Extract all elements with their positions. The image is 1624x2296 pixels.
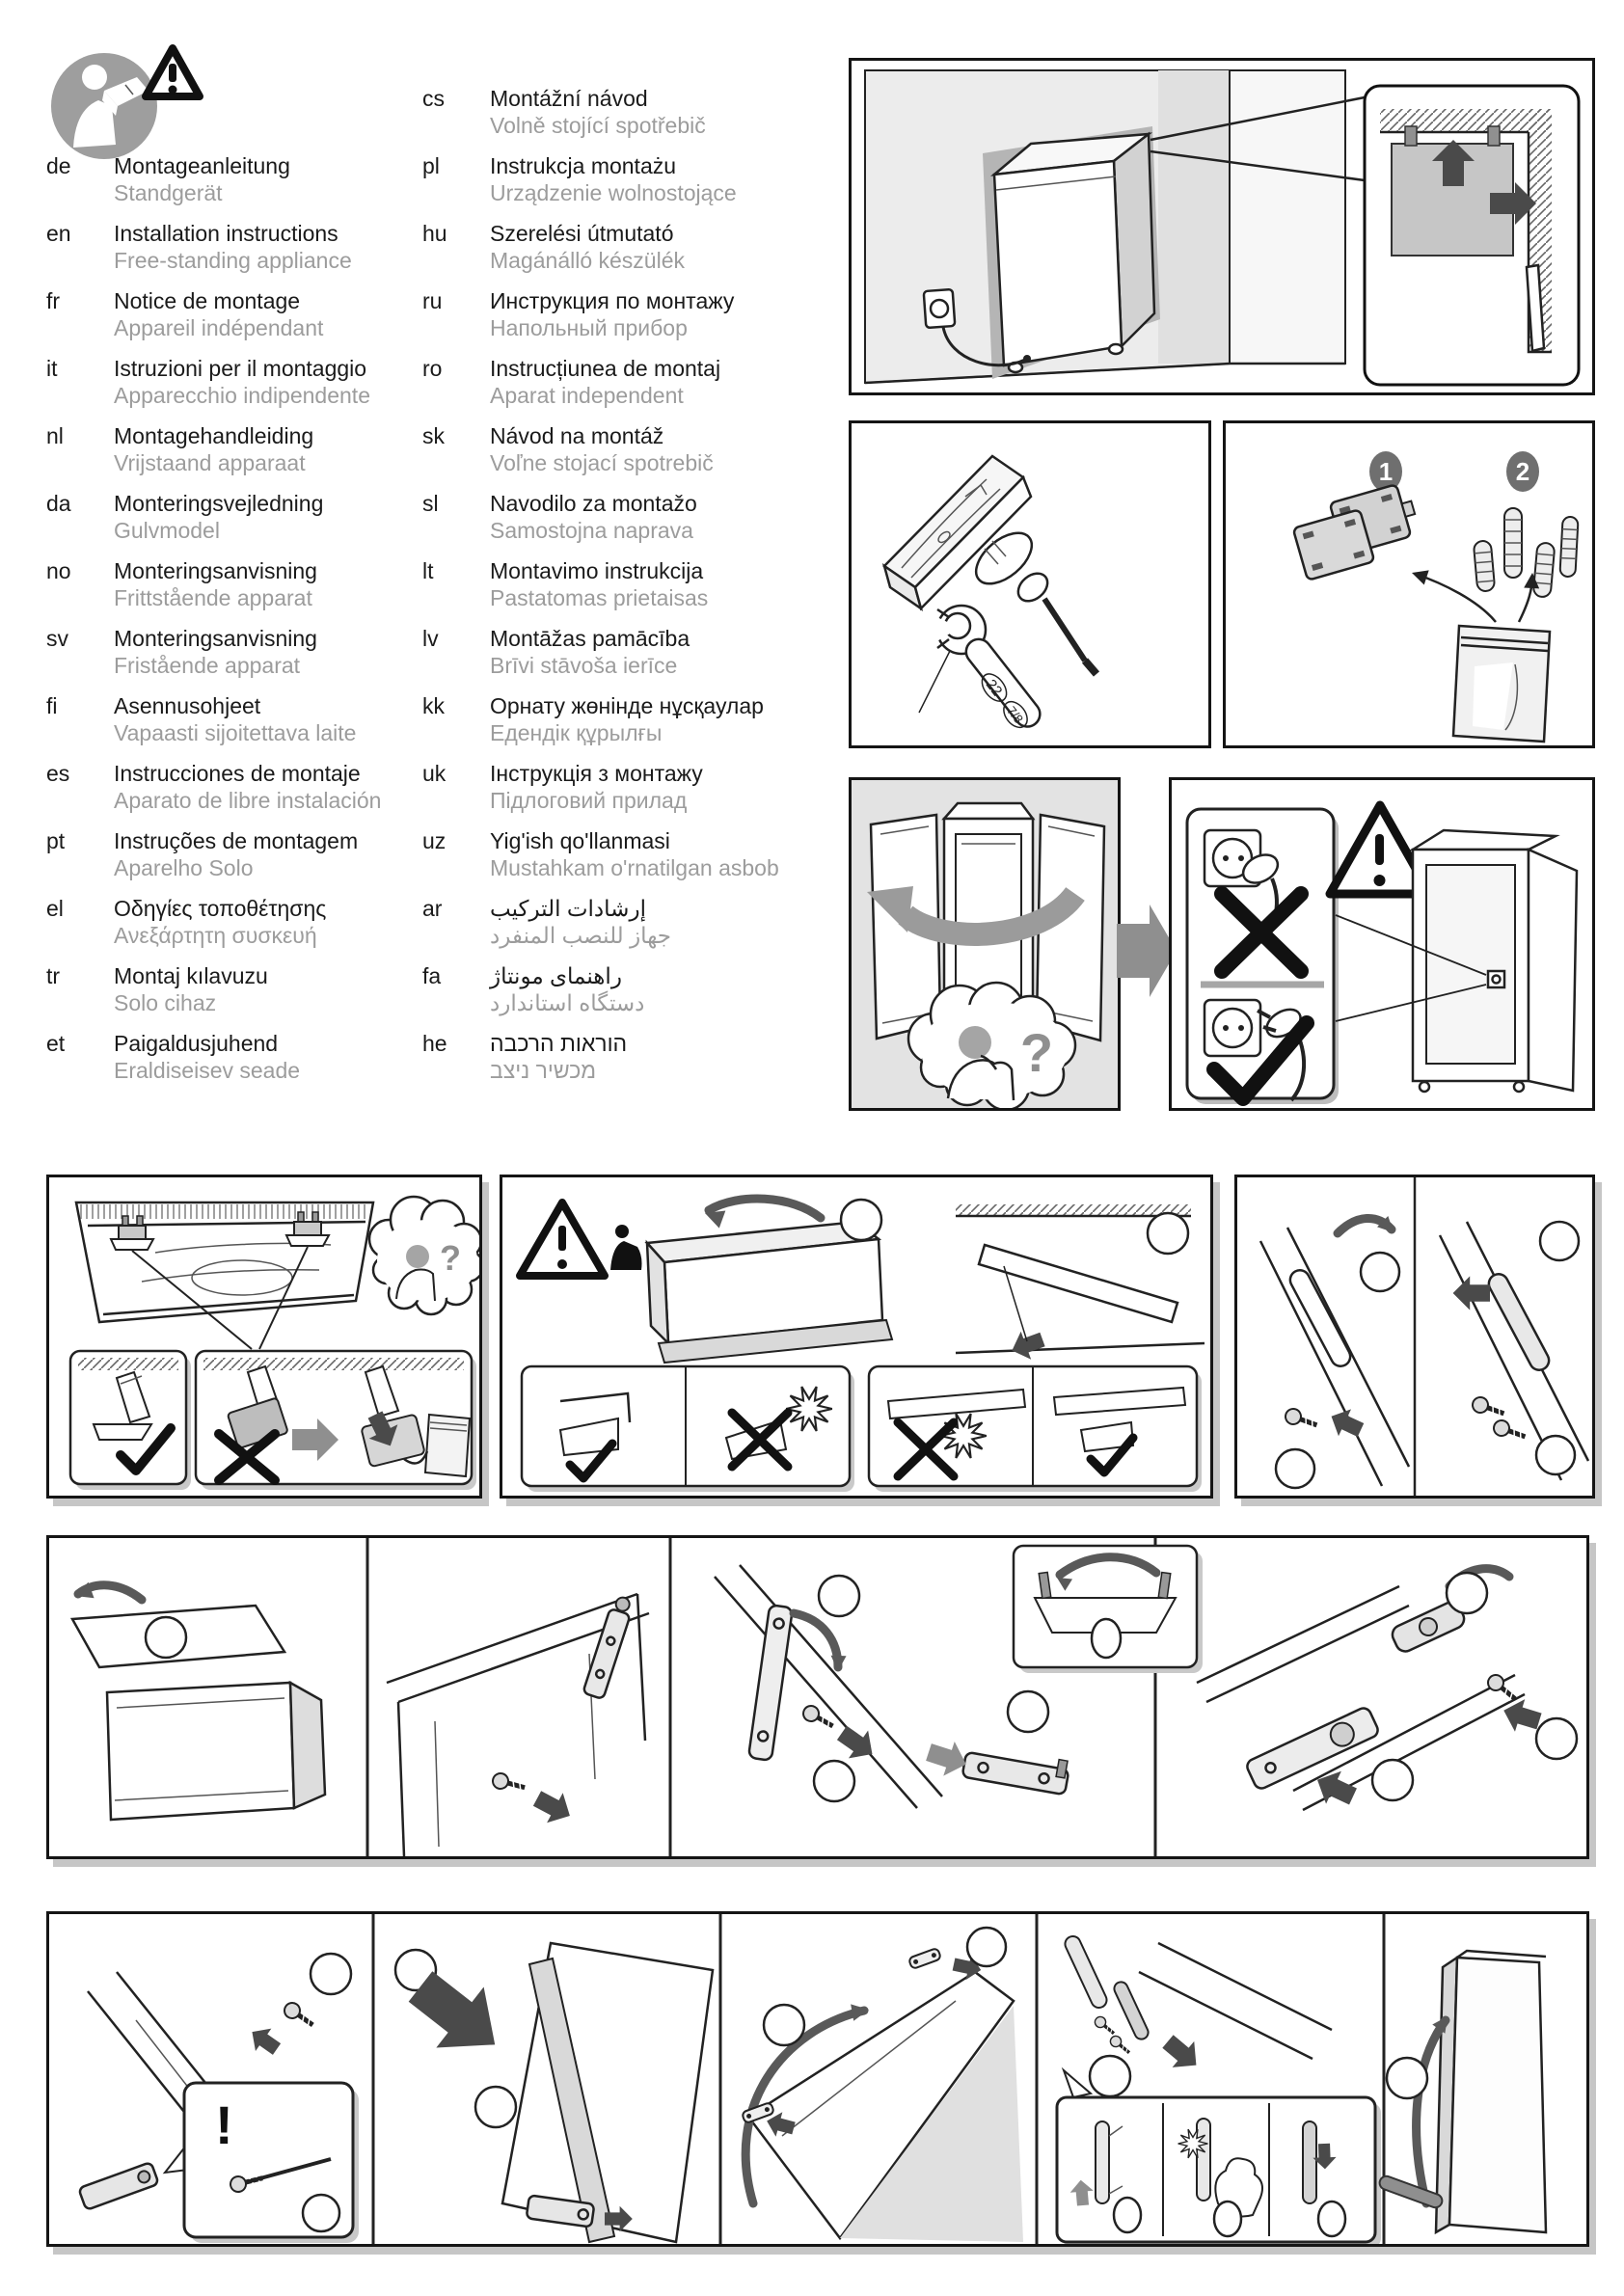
language-subtitle: Brīvi stāvoša ierīce [490,653,678,678]
language-entry-en [46,220,381,274]
svg-text:1: 1 [1378,457,1394,486]
language-title: Yig'ish qo'llanmasi [490,828,670,853]
step-circle [1092,1619,1121,1658]
language-title: Инструкция по монтажу [490,288,735,313]
language-entry-ru [422,287,779,341]
language-column-right [422,85,779,1084]
language-subtitle: Voľne stojací spotrebič [490,450,714,475]
language-code: de [46,153,71,178]
language-subtitle: Gulvmodel [114,518,220,543]
language-code: fr [46,288,61,313]
language-title: Monteringsvejledning [114,491,324,516]
language-subtitle: Aparato de libre instalación [114,788,382,813]
language-entry-pt [46,827,381,881]
step-circle [1114,2198,1141,2232]
step-circle [1361,1253,1399,1291]
language-code: no [46,558,71,583]
language-title: Monteringsanvisning [114,558,317,583]
part-badge-1 [1369,451,1402,492]
plinth-board [956,1204,1204,1364]
language-code: fi [46,693,58,718]
language-subtitle: Appareil indépendant [114,315,324,340]
language-entry-ar [422,895,779,949]
step-circle [475,2087,516,2127]
figure-tilt-and-plinth-warning [500,1175,1213,1499]
language-title: Navodilo za montažo [490,491,697,516]
step-circle [1148,1213,1188,1254]
language-entry-pl [422,152,779,206]
step-circle [1318,2201,1345,2236]
language-code: ro [422,356,443,381]
step-circle [1536,1718,1577,1759]
language-code: sl [422,491,439,516]
figure-remove-transport-plates [46,1175,482,1499]
language-subtitle: Eraldiseisev seade [114,1058,301,1083]
wood-beam [884,456,1031,608]
figure-door-reinstall-steps [46,1911,1589,2247]
language-entry-sv [46,625,381,679]
language-subtitle: Solo cihaz [114,990,217,1015]
language-title: Paigaldusjuhend [114,1031,279,1056]
language-code: tr [46,963,61,988]
language-entry-he [422,1030,779,1084]
lifting-person-icon [610,1225,642,1270]
figure-enclosed-parts [1223,420,1595,748]
step-circle [1090,2056,1130,2096]
language-subtitle: Fristående apparat [114,653,301,678]
step-circle [1536,1436,1575,1474]
handle-strip [1378,2174,1445,2209]
language-title: راهنمای مونتاژ [490,963,622,988]
spring-spacer [1504,508,1522,578]
step-fit-door-edge [395,1943,713,2242]
language-title: Montaj kılavuzu [114,963,268,988]
language-title: Montageanleitung [114,153,290,178]
step-circle [1214,2201,1241,2236]
language-subtitle: جهاز للنصب المنفرد [490,923,672,948]
language-subtitle: Підлоговий прилад [490,788,688,813]
step-circle [814,1761,854,1801]
language-subtitle: Apparecchio indipendente [114,383,370,408]
parts-bag [1453,626,1550,742]
wall-spacer-detail [1365,86,1579,385]
language-subtitle: Samostojna naprava [490,518,693,543]
step-fix-bottom-hinge [78,1954,359,2243]
spring-spacer [1474,540,1495,591]
step-circle [1447,1573,1487,1613]
language-subtitle: Pastatomas prietaisas [490,585,709,610]
language-code: uz [422,828,447,853]
step-top-hinge [387,1594,649,1856]
door-pin-swap-inset [1014,1546,1203,1673]
svg-text:2: 2 [1515,457,1530,486]
language-entry-fi [46,692,381,746]
step-circle [819,1576,859,1616]
step-circle [1276,1449,1314,1488]
language-subtitle: Mustahkam o'rnatilgan asbob [490,855,779,880]
language-subtitle: دستگاه استاندارد [490,990,645,1015]
figure-required-tools [849,420,1211,748]
language-entry-cs [422,85,779,139]
language-code: es [46,761,70,786]
language-title: Instruções de montagem [114,828,359,853]
language-entry-ro [422,355,779,409]
language-entry-tr [46,962,381,1016]
language-entry-sk [422,422,779,476]
question-icon: ? [1019,1022,1054,1083]
language-entry-fa [422,962,779,1016]
step-circle [303,2195,339,2231]
language-code: sk [422,423,445,448]
language-entry-sl [422,490,779,544]
language-subtitle: Standgerät [114,180,223,205]
language-entry-nl [46,422,381,476]
language-entry-et [46,1030,381,1084]
mounting-plate [1293,509,1375,581]
thought-cloud-question [369,1197,479,1314]
language-subtitle: Едендік құрылғы [490,720,663,745]
warning-triangle-icon [520,1202,605,1276]
language-entry-kk [422,692,779,746]
language-title: Οδηγίες τοποθέτησης [114,896,327,921]
step-circle [1387,2058,1427,2098]
language-title: Орнату жөнінде нұсқаулар [490,693,764,718]
language-code: uk [422,761,447,786]
figure-unplug-warning [1169,777,1595,1111]
question-icon: ? [440,1238,461,1278]
language-subtitle: Ανεξάρτητη συσκευή [114,923,317,948]
language-code: ru [422,288,443,313]
language-code: nl [46,423,64,448]
step-circle [1008,1691,1048,1732]
language-subtitle: מכשיר ניצב [490,1058,597,1083]
appliance-socket [1488,971,1504,987]
language-subtitle: Volně stojící spotřebič [490,113,706,138]
language-code: pl [422,153,440,178]
language-entry-de [46,152,381,206]
language-title: Montážní návod [490,86,648,111]
language-subtitle: Напольный прибор [490,315,688,340]
spring-spacer [1533,542,1556,597]
language-entry-lt [422,557,779,611]
language-subtitle: Urządzenie wolnostojące [490,180,737,205]
language-code: en [46,221,71,246]
figure-hinge-cover-swap [1234,1175,1595,1499]
fridge-top-rear [76,1202,373,1322]
language-title: إرشادات التركيب [490,896,646,921]
step-circle [146,1617,186,1658]
language-title: הוראות הרכבה [490,1031,628,1056]
language-code: he [422,1031,447,1056]
language-column-left [46,152,381,1084]
step-fit-covers [1057,1933,1381,2244]
language-code: lv [422,626,439,651]
language-title: Instrucciones de montaje [114,761,361,786]
open-door [1529,850,1577,1091]
step-remove-cover [72,1582,325,1820]
packaged-appliance [647,1199,892,1363]
step-final-door [1378,1951,1546,2232]
language-code: sv [46,626,68,651]
step-door-bracket [1197,1569,1577,1813]
language-subtitle: Aparelho Solo [114,855,254,880]
language-title: Montagehandleiding [114,423,314,448]
wrench-size-inch-label: 7/8 [1004,703,1027,727]
language-title: Montavimo instrukcija [490,558,704,583]
language-code: kk [422,693,445,718]
language-title: Návod na montáž [490,423,664,448]
language-subtitle: Vapaasti sijoitettava laite [114,720,357,745]
language-entry-fr [46,287,381,341]
language-subtitle: Vrijstaand apparaat [114,450,306,475]
read-manual-warning-icon [44,37,213,167]
language-entry-no [46,557,381,611]
language-entry-uk [422,760,779,814]
language-entry-uz [422,827,779,881]
figure-corner-installation [849,58,1595,395]
language-title: Instrucțiunea de montaj [490,356,721,381]
language-entry-es [46,760,381,814]
language-subtitle: Magánálló készülék [490,248,686,273]
language-entry-lv [422,625,779,679]
figure-door-hinge-question [849,777,1121,1111]
language-code: hu [422,221,447,246]
language-code: it [46,356,58,381]
language-entry-hu [422,220,779,274]
language-entry-it [46,355,381,409]
language-entry-el [46,895,381,949]
figure-hinge-removal-steps [46,1535,1589,1859]
cover-step-right [1440,1222,1588,1480]
language-subtitle: Aparat independent [490,383,684,408]
spring-spacer [1559,517,1578,578]
language-code: lt [422,558,434,583]
step-circle [1372,1760,1413,1800]
wrench [919,606,1045,732]
language-title: Szerelési útmutató [490,221,674,246]
step-circle [764,2005,804,2045]
lower-bracket [962,1743,1070,1795]
language-subtitle: Free-standing appliance [114,248,352,273]
step-circle [841,1200,881,1240]
exclamation-icon: ! [215,2094,233,2155]
language-title: Asennusohjeet [114,693,261,718]
person-head [959,1026,991,1059]
wrench-size-label: 22 [982,676,1006,700]
language-title: Installation instructions [114,221,338,246]
language-entry-da [46,490,381,544]
warning-triangle-icon [146,48,200,96]
language-code: da [46,491,71,516]
language-title: Montāžas pamācība [490,626,690,651]
language-title: Istruzioni per il montaggio [114,356,367,381]
language-code: cs [422,86,445,111]
step-rehang-door [742,1928,1023,2242]
language-code: et [46,1031,66,1056]
step-circle [1540,1222,1579,1260]
language-code: pt [46,828,66,853]
part-badge-2 [1506,451,1539,492]
step-circle [967,1928,1006,1966]
language-code: el [46,896,64,921]
language-title: Instrukcja montażu [490,153,677,178]
cover-step-left [1260,1216,1409,1488]
language-code: fa [422,963,442,988]
step-circle [311,1954,351,1994]
language-title: Інструкція з монтажу [490,761,703,786]
language-title: Monteringsanvisning [114,626,317,651]
language-title: Notice de montage [114,288,301,313]
language-subtitle: Frittstående apparat [114,585,312,610]
refrigerator [994,134,1154,372]
hinge-bracket [1245,1706,1380,1791]
language-code: ar [422,896,443,921]
